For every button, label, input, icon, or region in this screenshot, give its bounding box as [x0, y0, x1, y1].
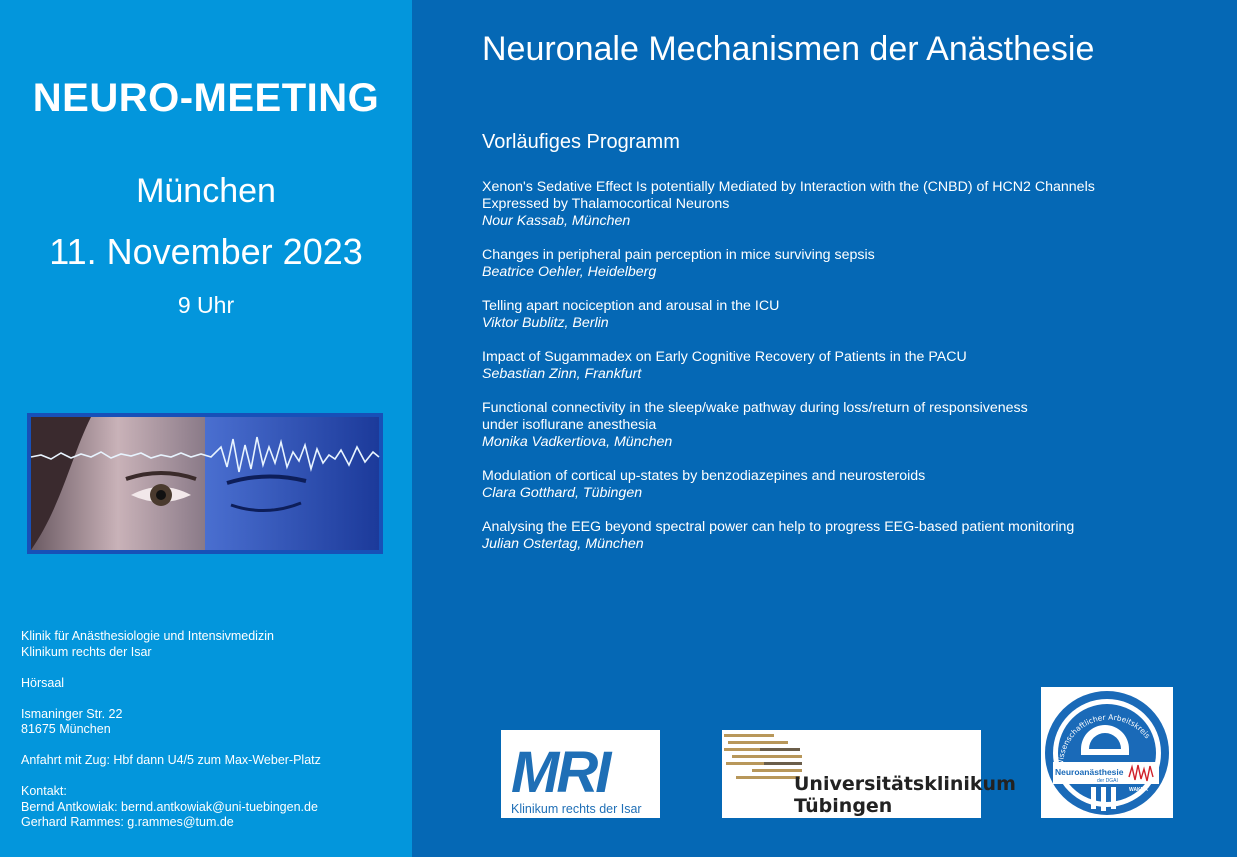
- talk-title: Telling apart nociception and arousal in the ICU: [482, 298, 780, 314]
- mri-logo-text: MRI: [511, 740, 609, 805]
- program-title: Neuronale Mechanismen der Anästhesie: [482, 30, 1095, 68]
- talk-title: Analysing the EEG beyond spectral power can help to progress EEG-based patient monitoring: [482, 519, 1075, 535]
- venue-room: Hörsaal: [21, 675, 65, 690]
- program-heading: Vorläufiges Programm: [482, 131, 680, 153]
- contact-rammes[interactable]: Gerhard Rammes: g.rammes@tum.de: [21, 815, 234, 829]
- wakna-logo: [1041, 687, 1173, 818]
- mri-logo-caption: Klinikum rechts der Isar: [511, 802, 642, 816]
- talk-speaker: Clara Gotthard, Tübingen: [482, 485, 643, 501]
- mri-logo: [501, 730, 660, 818]
- wakna-logo-main: Neuroanästhesie: [1055, 767, 1124, 777]
- venue-info: [21, 629, 321, 831]
- talk-title-cont: Expressed by Thalamocortical Neurons: [482, 196, 730, 212]
- venue-hospital: Klinikum rechts der Isar: [21, 644, 152, 659]
- tuebingen-logo: [722, 730, 1016, 818]
- talk-list: [482, 179, 1202, 570]
- wakna-logo-abbr: WAKNA: [1129, 787, 1148, 793]
- contact-label: Kontakt:: [21, 784, 67, 798]
- event-date: 11. November 2023: [49, 231, 363, 272]
- talk-speaker: Julian Ostertag, München: [482, 536, 644, 552]
- left-panel: [0, 0, 412, 857]
- wakna-logo-arc: issenschaftlicher Arbeitskreis: [1056, 712, 1153, 761]
- talk-title: Xenon's Sedative Effect Is potentially Mediated by Interaction with the (CNBD) of HCN2 Channels: [482, 179, 1095, 195]
- venue-city: 81675 München: [21, 722, 111, 736]
- talk-item: [482, 298, 1202, 332]
- eeg-eyes-illustration: [31, 417, 379, 550]
- venue-directions: Anfahrt mit Zug: Hbf dann U4/5 zum Max-Weber-Platz: [21, 753, 321, 767]
- event-title: NEURO-MEETING: [32, 76, 380, 120]
- talk-item: [482, 247, 1202, 281]
- tuebingen-logo-line1: Universitätsklinikum: [794, 773, 1016, 795]
- contact-antkowiak[interactable]: Bernd Antkowiak: bernd.antkowiak@uni-tuebingen.de: [21, 799, 318, 814]
- tuebingen-logo-line2: Tübingen: [794, 795, 893, 817]
- right-panel: [412, 0, 1237, 857]
- talk-title: Impact of Sugammadex on Early Cognitive Recovery of Patients in the PACU: [482, 349, 967, 365]
- talk-title: Changes in peripheral pain perception in mice surviving sepsis: [482, 247, 875, 263]
- venue-clinic: Klinik für Anästhesiologie und Intensivmedizin: [21, 629, 274, 643]
- talk-speaker: Nour Kassab, München: [482, 213, 631, 229]
- talk-speaker: Sebastian Zinn, Frankfurt: [482, 366, 642, 382]
- talk-item: [482, 179, 1202, 230]
- talk-item: [482, 400, 1202, 451]
- wakna-logo-sub: der DGAI: [1097, 778, 1118, 784]
- talk-title: Modulation of cortical up-states by benzodiazepines and neurosteroids: [482, 468, 926, 484]
- venue-street: Ismaninger Str. 22: [21, 706, 123, 721]
- talk-speaker: Beatrice Oehler, Heidelberg: [482, 264, 657, 280]
- event-city: München: [136, 172, 276, 210]
- talk-title: Functional connectivity in the sleep/wake pathway during loss/return of responsiveness: [482, 400, 1028, 416]
- talk-item: [482, 349, 1202, 383]
- talk-item: [482, 468, 1202, 502]
- eeg-eyes-image: [27, 413, 383, 554]
- talk-item: [482, 519, 1202, 553]
- event-time: 9 Uhr: [177, 292, 235, 318]
- talk-speaker: Viktor Bublitz, Berlin: [482, 315, 609, 331]
- talk-speaker: Monika Vadkertiova, München: [482, 434, 673, 450]
- talk-title-cont: under isoflurane anesthesia: [482, 417, 657, 433]
